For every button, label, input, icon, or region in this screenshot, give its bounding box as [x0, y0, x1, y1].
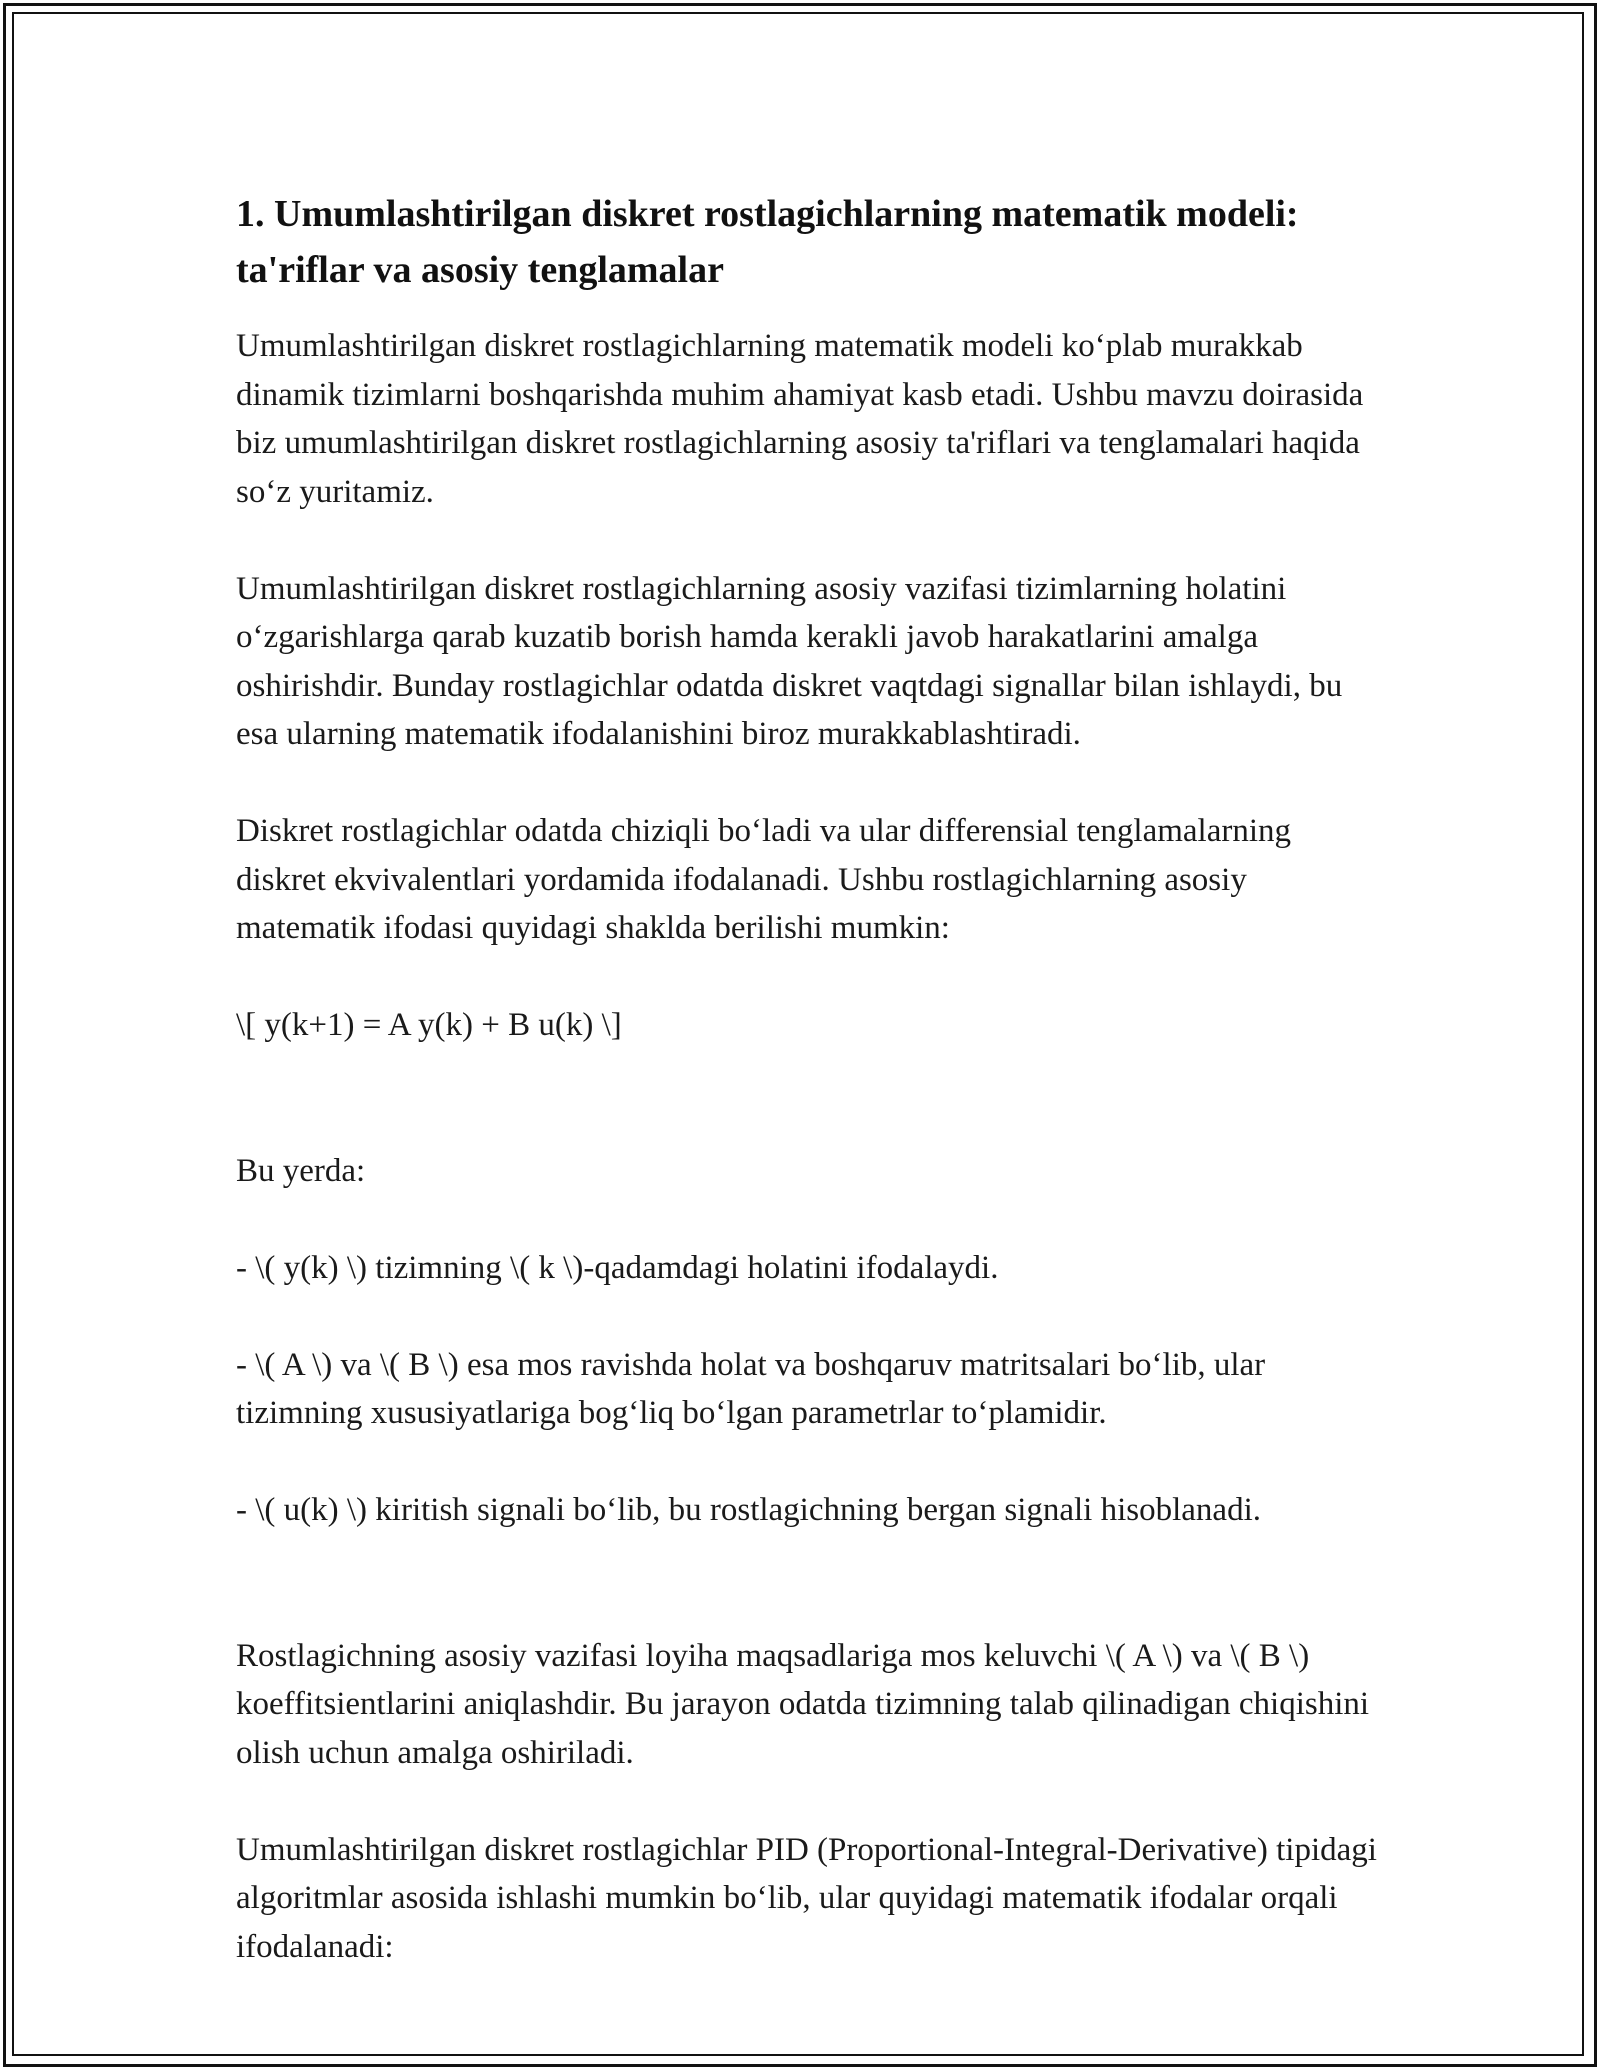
paragraph-intro: Umumlashtirilgan diskret rostlagichlarning matematik modeli ko‘plab murakkab dinamik tizimlarni boshqarishda muhim ahamiyat kasb etadi. Ushbu mavzu doirasida biz umumlashtirilgan diskret rostlagichlarning asosiy ta'riflari va tenglamalari haqida so‘z yuritamiz.: [236, 328, 1364, 510]
definition-item: - \( y(k) \) tizimning \( k \)-qadamdagi holatini ifodalaydi.: [236, 1249, 999, 1286]
definitions-block: [236, 1098, 1386, 1583]
paragraph-linear: Diskret rostlagichlar odatda chiziqli bo‘ladi va ular differensial tenglamalarning diskret ekvivalentlari yordamida ifodalanadi. Ushbu rostlagichlarning asosiy matematik ifodasi quyidagi shaklda berilishi mumkin:: [236, 813, 1292, 946]
paragraph-pid: Umumlashtirilgan diskret rostlagichlar PID (Proportional-Integral-Derivative) tipidagi algoritmlar asosida ishlashi mumkin bo‘lib, ular quyidagi matematik ifodalar orqali ifodalanadi:: [236, 1831, 1377, 1965]
definition-item: - \( A \) va \( B \) esa mos ravishda holat va boshqaruv matritsalari bo‘lib, ular tizimning xususiyatlariga bog‘liq bo‘lgan parametrlar to‘plamidir.: [236, 1346, 1266, 1431]
document-body: [236, 186, 1386, 2020]
equation-state: \[ y(k+1) = A y(k) + B u(k) \]: [236, 1007, 622, 1043]
paragraph-purpose: Umumlashtirilgan diskret rostlagichlarning asosiy vazifasi tizimlarning holatini o‘zgarishlarga qarab kuzatib borish hamda kerakli javob harakatlarini amalga oshirishdir. Bunday rostlagichlar odatda diskret vaqtdagi signallar bilan ishlaydi, bu esa ularning matematik ifodalanishini biroz murakkablashtiradi.: [236, 570, 1343, 752]
definitions-intro: Bu yerda:: [236, 1152, 366, 1189]
definition-item: - \( u(k) \) kiritish signali bo‘lib, bu rostlagichning bergan signali hisoblanadi.: [236, 1492, 1261, 1528]
section-heading: 1. Umumlashtirilgan diskret rostlagichlarning matematik modeli: ta'riflar va asosiy tenglamalar: [236, 193, 1299, 291]
paragraph-coefficients: Rostlagichning asosiy vazifasi loyiha maqsadlariga mos keluvchi \( A \) va \( B \) koeffitsientlarini aniqlashdir. Bu jarayon odatda tizimning talab qilinadigan chiqishini olish uchun amalga oshiriladi.: [236, 1637, 1370, 1771]
